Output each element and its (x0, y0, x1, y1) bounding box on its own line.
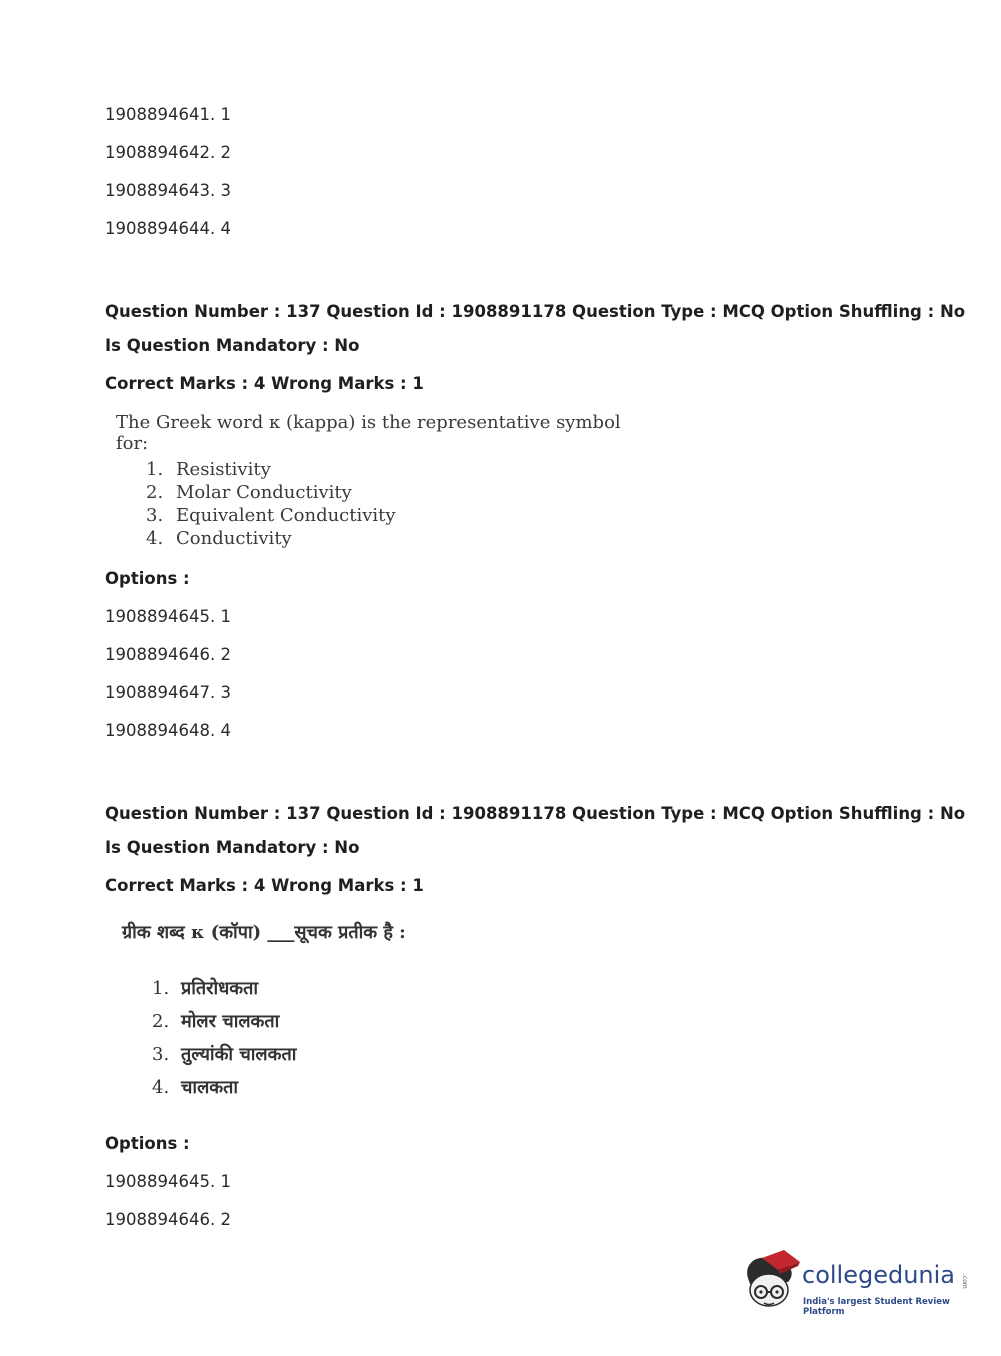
question-mandatory: Is Question Mandatory : No (105, 838, 360, 857)
question-marks: Correct Marks : 4 Wrong Marks : 1 (105, 374, 424, 393)
question-header: Question Number : 137 Question Id : 1908891178 Question Type : MCQ Option Shuffling : No (105, 804, 966, 823)
logo-wordmark: collegedunia (802, 1261, 956, 1289)
question-marks: Correct Marks : 4 Wrong Marks : 1 (105, 876, 424, 895)
question-mandatory: Is Question Mandatory : No (105, 336, 360, 355)
option-line: 1908894642. 2 (105, 143, 231, 162)
option-line: 1908894644. 4 (105, 219, 231, 238)
choice-item: 2. Molar Conductivity (146, 482, 352, 503)
collegedunia-logo (740, 1248, 970, 1318)
option-line: 1908894646. 2 (105, 645, 231, 664)
logo-suffix: .com (961, 1274, 968, 1289)
option-line: 1908894648. 4 (105, 721, 231, 740)
choice-item: 4. चालकता (152, 1077, 239, 1098)
logo-tagline: India's largest Student Review Platform (803, 1297, 950, 1317)
question-choices (146, 458, 396, 550)
option-line: 1908894645. 1 (105, 607, 231, 626)
choice-item: 1. प्रतिरोधकता (152, 978, 259, 999)
question-stem: ग्रीक शब्द κ (कॉपा) ___सूचक प्रतीक है : (122, 922, 406, 943)
option-line: 1908894647. 3 (105, 683, 231, 702)
question-stem: The Greek word κ (kappa) is the representative symbol for: (116, 412, 621, 454)
choice-item: 2. मोलर चालकता (152, 1011, 280, 1032)
option-line: 1908894641. 1 (105, 105, 231, 124)
mascot-icon (740, 1248, 802, 1318)
options-label: Options : (105, 1134, 190, 1153)
choice-item: 3. Equivalent Conductivity (146, 505, 396, 526)
question-choices (152, 972, 296, 1104)
question-image-english (116, 412, 636, 552)
question-image-hindi (122, 920, 522, 1110)
option-line: 1908894646. 2 (105, 1210, 231, 1229)
question-header: Question Number : 137 Question Id : 1908891178 Question Type : MCQ Option Shuffling : No (105, 302, 966, 321)
choice-item: 4. Conductivity (146, 528, 292, 549)
options-label: Options : (105, 569, 190, 588)
choice-item: 1. Resistivity (146, 459, 271, 480)
option-line: 1908894645. 1 (105, 1172, 231, 1191)
option-line: 1908894643. 3 (105, 181, 231, 200)
choice-item: 3. तुल्यांकी चालकता (152, 1044, 297, 1065)
